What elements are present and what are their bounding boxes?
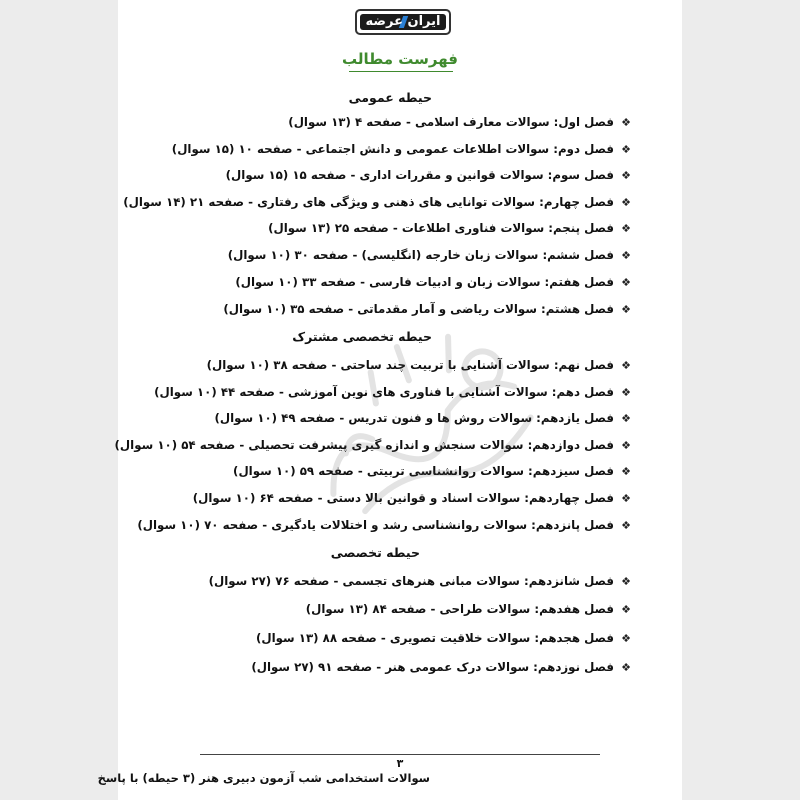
toc-entry-text: فصل هفتم: سوالات زبان و ادبیات فارسی - صفحه ۳۳ (۱۰ سوال) bbox=[235, 275, 614, 289]
toc-entry bbox=[154, 383, 632, 401]
toc-entry bbox=[233, 462, 632, 480]
section-heading-shared-specialized: حیطه تخصصی مشترک bbox=[292, 329, 432, 344]
page-number: ۳ bbox=[396, 757, 404, 770]
toc-entry bbox=[223, 300, 632, 318]
diamond-bullet-icon: ❖ bbox=[621, 196, 631, 209]
toc-entry-text: فصل سوم: سوالات قوانین و مقررات اداری - صفحه ۱۵ (۱۵ سوال) bbox=[225, 168, 614, 182]
toc-entry-text: فصل پانزدهم: سوالات روانشناسی رشد و اختلالات یادگیری - صفحه ۷۰ (۱۰ سوال) bbox=[137, 518, 614, 532]
toc-entry bbox=[207, 356, 632, 374]
toc-entry bbox=[115, 436, 632, 454]
footer-divider bbox=[200, 754, 600, 755]
diamond-bullet-icon: ❖ bbox=[621, 575, 631, 588]
diamond-bullet-icon: ❖ bbox=[621, 359, 631, 372]
toc-title: فهرست مطالب bbox=[342, 50, 458, 68]
toc-entry-text: فصل نهم: سوالات آشنایی با تربیت چند ساحتی - صفحه ۳۸ (۱۰ سوال) bbox=[206, 358, 614, 372]
toc-entry-text: فصل سیزدهم: سوالات روانشناسی تربیتی - صفحه ۵۹ (۱۰ سوال) bbox=[233, 464, 614, 478]
diamond-bullet-icon: ❖ bbox=[621, 603, 631, 616]
toc-entry bbox=[228, 246, 632, 264]
section-heading-general: حیطه عمومی bbox=[348, 90, 432, 105]
site-logo bbox=[355, 9, 451, 35]
toc-entry bbox=[172, 140, 632, 158]
section-heading-specialized: حیطه تخصصی bbox=[330, 545, 420, 560]
toc-entry bbox=[193, 489, 632, 507]
footer-title: سوالات استخدامی شب آزمون دبیری هنر (۳ حیطه) با پاسخ bbox=[97, 771, 430, 785]
toc-entry-text: فصل چهاردهم: سوالات اسناد و قوانین بالا دستی - صفحه ۶۴ (۱۰ سوال) bbox=[192, 491, 614, 505]
toc-entry-text: فصل نوزدهم: سوالات درک عمومی هنر - صفحه ۹۱ (۲۷ سوال) bbox=[251, 660, 614, 674]
diamond-bullet-icon: ❖ bbox=[621, 632, 631, 645]
toc-entry-text: فصل هشتم: سوالات ریاضی و آمار مقدماتی - صفحه ۳۵ (۱۰ سوال) bbox=[223, 302, 614, 316]
diamond-bullet-icon: ❖ bbox=[621, 465, 631, 478]
toc-entry bbox=[268, 219, 632, 237]
toc-entry bbox=[288, 113, 632, 131]
toc-entry bbox=[226, 166, 632, 184]
toc-entry bbox=[123, 193, 632, 211]
toc-entry bbox=[251, 658, 632, 676]
diamond-bullet-icon: ❖ bbox=[621, 661, 631, 674]
toc-entry-text: فصل دهم: سوالات آشنایی با فناوری های نوین آموزشی - صفحه ۴۴ (۱۰ سوال) bbox=[154, 385, 614, 399]
toc-entry bbox=[209, 572, 632, 590]
toc-entry-text: فصل دوم: سوالات اطلاعات عمومی و دانش اجتماعی - صفحه ۱۰ (۱۵ سوال) bbox=[171, 142, 614, 156]
diamond-bullet-icon: ❖ bbox=[621, 412, 631, 425]
toc-entry bbox=[235, 273, 632, 291]
diamond-bullet-icon: ❖ bbox=[621, 276, 631, 289]
logo-text: ایران عرضه bbox=[365, 14, 441, 29]
toc-entry-text: فصل هفدهم: سوالات طراحی - صفحه ۸۴ (۱۳ سوال) bbox=[305, 602, 614, 616]
toc-entry-text: فصل پنجم: سوالات فناوری اطلاعات - صفحه ۲۵ (۱۳ سوال) bbox=[268, 221, 614, 235]
diamond-bullet-icon: ❖ bbox=[621, 222, 631, 235]
toc-entry bbox=[214, 409, 632, 427]
toc-entry bbox=[306, 600, 632, 618]
diamond-bullet-icon: ❖ bbox=[621, 519, 631, 532]
toc-entry bbox=[256, 629, 632, 647]
toc-entry-text: فصل یازدهم: سوالات روش ها و فنون تدریس - صفحه ۴۹ (۱۰ سوال) bbox=[214, 411, 614, 425]
diamond-bullet-icon: ❖ bbox=[621, 169, 631, 182]
diamond-bullet-icon: ❖ bbox=[621, 439, 631, 452]
diamond-bullet-icon: ❖ bbox=[621, 116, 631, 129]
diamond-bullet-icon: ❖ bbox=[621, 303, 631, 316]
title-underline bbox=[349, 71, 453, 72]
diamond-bullet-icon: ❖ bbox=[621, 143, 631, 156]
diamond-bullet-icon: ❖ bbox=[621, 492, 631, 505]
toc-entry-text: فصل اول: سوالات معارف اسلامی - صفحه ۴ (۱۳ سوال) bbox=[288, 115, 614, 129]
toc-entry-text: فصل ششم: سوالات زبان خارجه (انگلیسی) - صفحه ۳۰ (۱۰ سوال) bbox=[227, 248, 614, 262]
toc-entry-text: فصل هجدهم: سوالات خلاقیت تصویری - صفحه ۸۸ (۱۳ سوال) bbox=[255, 631, 614, 645]
toc-entry-text: فصل چهارم: سوالات توانایی های ذهنی و ویژگی های رفتاری - صفحه ۲۱ (۱۴ سوال) bbox=[123, 195, 614, 209]
diamond-bullet-icon: ❖ bbox=[621, 249, 631, 262]
toc-entry bbox=[137, 516, 632, 534]
toc-entry-text: فصل دوازدهم: سوالات سنجش و اندازه گیری پیشرفت تحصیلی - صفحه ۵۴ (۱۰ سوال) bbox=[114, 438, 614, 452]
toc-entry-text: فصل شانزدهم: سوالات مبانی هنرهای تجسمی - صفحه ۷۶ (۲۷ سوال) bbox=[208, 574, 614, 588]
diamond-bullet-icon: ❖ bbox=[621, 386, 631, 399]
